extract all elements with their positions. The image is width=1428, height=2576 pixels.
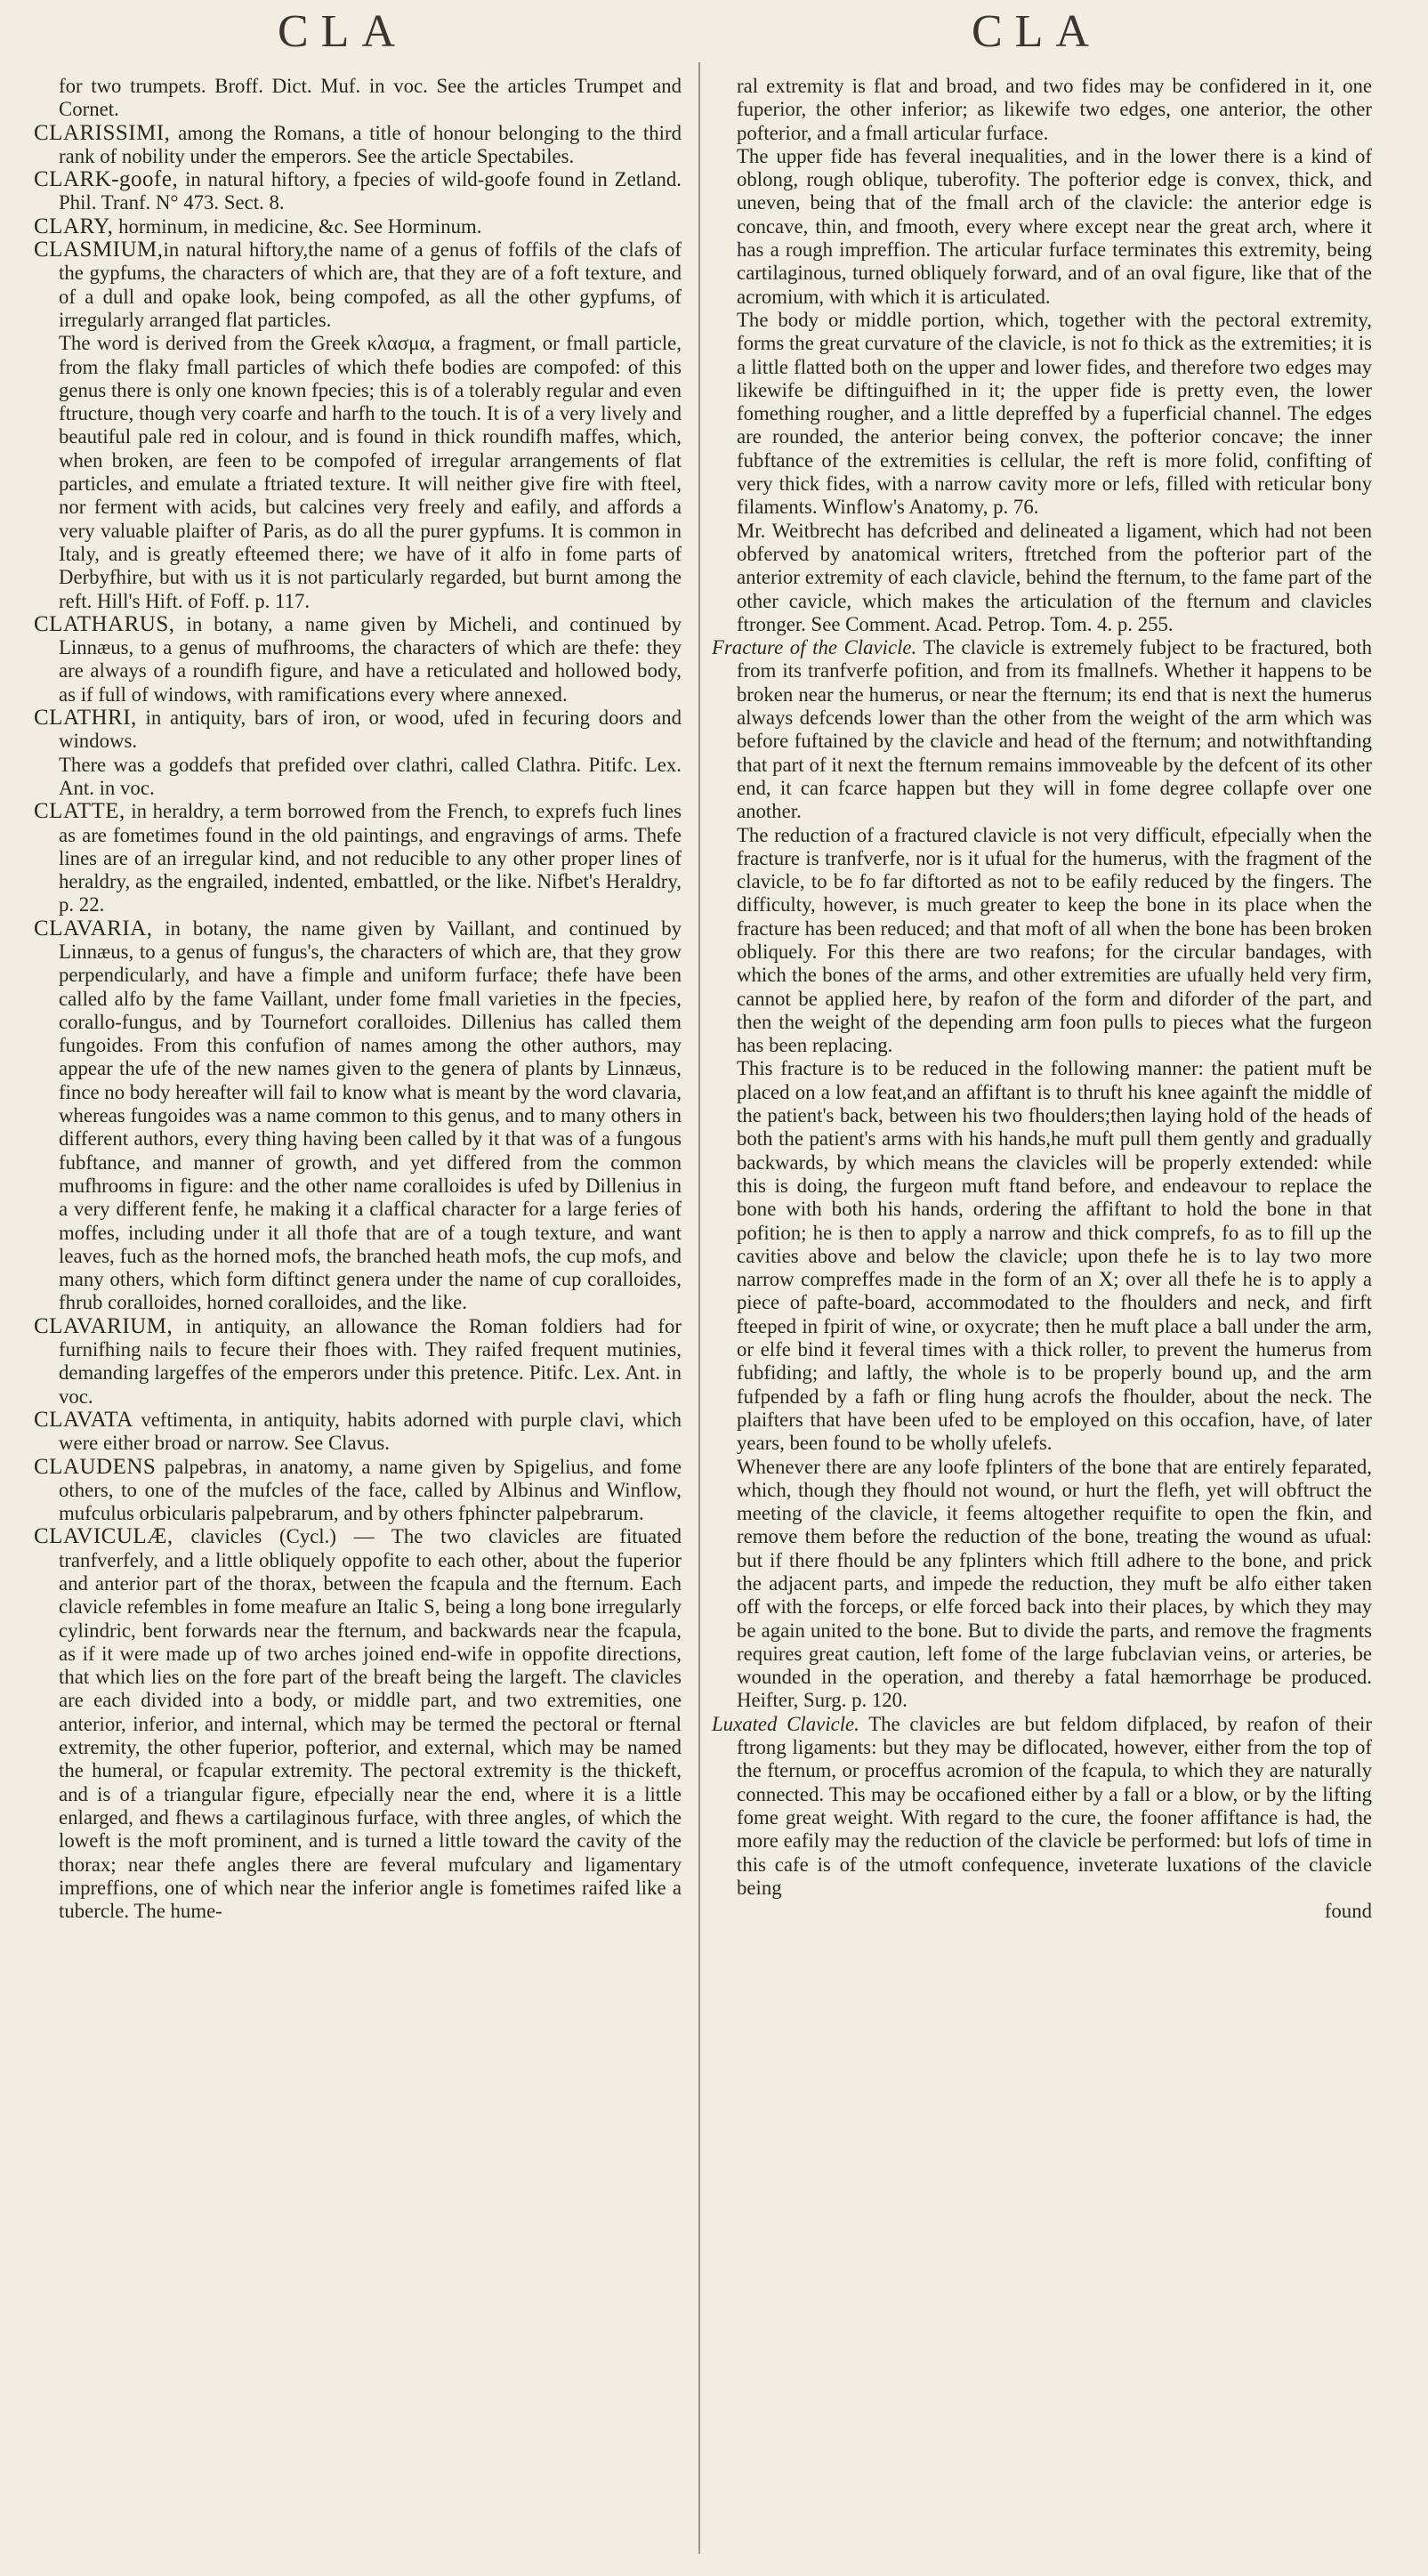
subentry-heading: Luxated Clavicle. bbox=[712, 1712, 859, 1735]
entry-claviculae bbox=[34, 1525, 682, 1923]
paragraph: The reduction of a fractured clavicle is not very difficult, efpecially when the fracture is tranfverfe, nor is it ufual for the humerus, with the fragment of the clavicle, to be fo far diftorted as not to be eafily reduced by the fingers. The difficulty, however, is much greater to keep the bone in its place when the fracture has been reduced; and that moft of all when the bone has been broken obliquely. For this there are two reafons; for the circular bandages, with which the bones of the arms, and other extremities are ufually held very firm, cannot be applied here, by reafon of the form and diforder of the part, and then the weight of the depending arm foon pulls to pieces what the furgeon has been replacing. bbox=[737, 823, 1372, 1057]
entry-headword: CLATTE, bbox=[34, 799, 125, 824]
entry-body: in antiquity, bars of iron, or wood, ufed in fecuring doors and windows. bbox=[59, 707, 682, 753]
entry-clathri bbox=[34, 707, 682, 754]
right-column bbox=[712, 75, 1372, 1923]
paragraph: ral extremity is flat and broad, and two fides may be confidered in it, one fuperior, the other inferior; as likewife two edges, one anterior, the other pofterior, and a fmall articular furface. bbox=[737, 75, 1372, 144]
entry-headword: CLATHARUS, bbox=[34, 611, 175, 636]
entry-headword: CLAVICULÆ, bbox=[34, 1524, 173, 1549]
entry-headword: CLAVARIA, bbox=[34, 916, 153, 941]
paragraph: The upper fide has feveral inequalities, and in the lower there is a kind of oblong, rough oblique, tuberofity. The pofterior edge is convex, thick, and uneven, being that of the fmall arch of the clavicle: the anterior edge is concave, thin, and fmooth, every where except near the great arch, where it has a rough impreffion. The articular furface terminates this extremity, being cartilaginous, turned obliquely forward, and of an oval figure, like that of the acromium, with which it is articulated. bbox=[737, 144, 1372, 308]
entry-clavata bbox=[34, 1409, 682, 1456]
entry-body: in natural hiftory, a fpecies of wild-goofe found in Zetland. Phil. Tranf. N° 473. Sect. 8. bbox=[59, 168, 682, 214]
entry-body: clavicles (Cycl.) — The two clavicles are fituated tranfverfely, and a little obliquely oppofite to each other, about the fuperior and anterior part of the thorax, between the fcapula and the fternum. Each clavicle refembles in fome meafure an Italic S, being a long bone irregularly cylindric, bent forwards near the fternum, and backwards near the fcapula, as if it were made up of two arches joined end-wife in oppofite directions, that which lies on the fore part of the breaft being the largeft. The clavicles are each divided into a body, or middle part, and two extremities, one anterior, inferior, and internal, which may be termed the pectoral or fternal extremity, the other fuperior, pofterior, and external, which may be named the humeral, or fcapular extremity. The pectoral extremity is the thickeft, and is of a triangular figure, efpecially near the end, where it is a little enlarged, and fhews a cartilaginous furface, with three angles, of which the loweft is the moft prominent, and is turned a little toward the cavity of the thorax; near thefe angles there are feveral mufculary and ligamentary impreffions, one of which near the inferior angle is fometimes raifed like a tubercle. The hume- bbox=[59, 1525, 682, 1923]
entry-clatte bbox=[34, 800, 682, 917]
paragraph: Whenever there are any loofe fplinters of the bone that are entirely feparated, which, though they fhould not wound, or hurt the flefh, yet will obftruct the meeting of the clavicle, it feems altogether requifite to open the fkin, and remove them before the reduction of the bone, treating the wound as ufual: but if there fhould be any fplinters which ftill adhere to the bone, and prick the adjacent parts, and impede the reduction, they muft be alfo either taken off with the forceps, or elfe forced back into their places, by which they may be again united to the bone. But to divide the parts, and remove the fragments requires great caution, left fome of the large fubclavian veins, or arteries, be wounded in the operation, and thereby a fatal hæmorrhage be produced. Heifter, Surg. p. 120. bbox=[737, 1455, 1372, 1712]
entry-clarissimi bbox=[34, 122, 682, 169]
entry-clary bbox=[34, 215, 682, 238]
entry-clavaria bbox=[34, 917, 682, 1315]
entry-claudens bbox=[34, 1456, 682, 1526]
entry-clasmium bbox=[34, 238, 682, 332]
column-divider bbox=[698, 62, 700, 2554]
entry-body: in natural hiftory,the name of a genus of foffils of the clafs of the gypfums, the characters of which are, that they are of a foft texture, and of a dull and opake look, being compofed, as all the other gypfums, of irregularly arranged flat particles. bbox=[59, 238, 682, 331]
left-running-head: CLA bbox=[278, 6, 407, 57]
paragraph: Mr. Weitbrecht has defcribed and delineated a ligament, which had not been obferved by anatomical writers, ftretched from the pofterior part of the anterior extremity of each clavicle, behind the fternum, to the fame part of the other cavicle, which makes the articulation of the fternum and clavicles ftronger. See Comment. Acad. Petrop. Tom. 4. p. 255. bbox=[737, 519, 1372, 635]
entry-clark-goose bbox=[34, 168, 682, 215]
entry-body: in antiquity, an allowance the Roman foldiers had for furnifhing nails to fecure their fhoes with. They raifed frequent mutinies, demanding largeffes of the emperors under this pretence. Pitifc. Lex. Ant. in voc. bbox=[59, 1314, 682, 1408]
entry-headword: CLARK-goofe, bbox=[34, 167, 179, 192]
entry-headword: CLARY, bbox=[34, 214, 114, 238]
subentry-heading: Fracture of the Clavicle. bbox=[712, 636, 917, 659]
entry-body: among the Romans, a title of honour belonging to the third rank of nobility under the emperors. See the article Spectabiles. bbox=[59, 121, 682, 167]
entry-body: veftimenta, in antiquity, habits adorned with purple clavi, which were either broad or narrow. See Clavus. bbox=[59, 1408, 682, 1455]
entry-fracture-of-clavicle bbox=[712, 636, 1372, 823]
right-running-head: CLA bbox=[972, 6, 1101, 57]
entry-body: horminum, in medicine, &c. See Horminum. bbox=[113, 214, 482, 238]
catchword: found bbox=[1324, 1900, 1372, 1923]
entry-body: The clavicles are but feldom difplaced, by reafon of their ftrong ligaments: but they may be diflocated, however, either from the top of the fternum, or proceffus acromion of the fcapula, to which they are naturally connected. This may be occafioned either by a fall or a blow, or by the lifting fome great weight. With regard to the cure, the fooner affiftance is had, the more eafily may the reduction of the clavicle be performed: but lofs of time in this cafe is of the utmoft confequence, inveterate luxations of the clavicle being bbox=[737, 1712, 1372, 1899]
entry-headword: CLARISSIMI, bbox=[34, 120, 171, 145]
entry-clatharus bbox=[34, 613, 682, 707]
entry-body: in botany, a name given by Micheli, and continued by Linnæus, to a genus of mufhrooms, the characters of which are thefe: they are always of a roundifh figure, and have a reticulated and hollowed body, as if full of windows, with ramifications every where annexed. bbox=[59, 612, 682, 706]
entry-body: in botany, the name given by Vaillant, and continued by Linnæus, to a genus of fungus's, the characters of which are, that they grow perpendicularly, and have a fimple and uniform furface; thefe have been called alfo by the fame Vaillant, under fome fmall varieties in the fpecies, corallo-fungus, and by Tournefort coralloides. Dillenius has called them fungoides. From this confufion of names among the other authors, may appear the ufe of the new names given to the genera of plants by Linnæus, fince no body hereafter will fail to know what is meant by the word clavaria, whereas fungoides was a name common to this genus, and to many others in different authors, every thing having been called by it that was of a fungous fubftance, and manner of growth, and yet differed from the common mufhrooms in figure: and the other name coralloides is ufed by Dillenius in a very different fenfe, he making it a claffical character for a large feries of moffes, including under it all thofe that are of a tough texture, and want leaves, fuch as the horned mofs, the branched heath mofs, the cup mofs, and many others, which form diftinct genera under the name of cup coralloides, fhrub coralloides, horned coralloides, and the like. bbox=[59, 917, 682, 1314]
entry-headword: CLAVARIUM, bbox=[34, 1313, 173, 1338]
paragraph: There was a goddefs that prefided over clathri, called Clathra. Pitifc. Lex. Ant. in voc. bbox=[59, 753, 682, 799]
paragraph: This fracture is to be reduced in the following manner: the patient muft be placed on a low feat,and an affiftant is to thruft his knee againft the middle of the patient's back, between his two fhoulders;then laying hold of the heads of both the patient's arms with his hands,he muft pull them gently and gradually backwards, by which means the clavicles will be properly extended: while this is doing, the furgeon muft ftand before, and endeavour to replace the bone with both his hands, ordering the affiftant to hold the bone in that pofition; he is then to apply a narrow and thick comprefs, fo as to fill up the cavities above and below the clavicle; upon thefe he is to lay two more narrow compreffes made in the form of an X; over all thefe he is to apply a piece of pafte-board, accommodated to the fhoulders and neck, and firft fteeped in fpirit of wine, or oxycrate; then he muft place a ball under the arm, or elfe bind it feveral times with a thick roller, to prevent the humerus from fubfiding; and laftly, the whole is to be properly bound up, and the arm fufpended by a fafh or fling hung acrofs the fhoulder, about the neck. The plaifters that have been ufed to be employed on this occafion, have, of later years, been found to be wholly ufelefs. bbox=[737, 1057, 1372, 1455]
left-column bbox=[34, 75, 682, 1923]
paragraph: The word is derived from the Greek κλασμα, a fragment, or fmall particle, from the flaky fmall particles of which thefe bodies are compofed: of this genus there is only one known fpecies; this is of a tolerably regular and even ftructure, though very coarfe and harfh to the touch. It is of a very lively and beautiful pale red in colour, and is found in thick roundifh maffes, which, when broken, are feen to be compofed of irregular arrangements of flat particles, and emulate a ftriated texture. It will neither give fire with fteel, nor ferment with acids, but calcines very freely and eafily, and affords a very valuable plaifter of Paris, as do all the purer gypfums. It is common in Italy, and is greatly efteemed there; we have of it alfo in fome parts of Derbyfhire, but with us it is not particularly regarded, but burnt among the reft. Hill's Hift. of Foff. p. 117. bbox=[59, 332, 682, 612]
entry-headword: CLAUDENS bbox=[34, 1454, 157, 1479]
entry-body: in heraldry, a term borrowed from the French, to exprefs fuch lines as are fometimes found in the old paintings, and engravings of arms. Thefe lines are of an irregular kind, and not reducible to any other proper lines of heraldry, as the engrailed, indented, embattled, or the like. Nifbet's Heraldry, p. 22. bbox=[59, 800, 682, 917]
entry-body: The clavicle is extremely fubject to be fractured, both from its tranfverfe pofition, and from its fmallnefs. Whether it happens to be broken near the humerus, or near the fternum; its end that is next the humerus always defcends lower than the other from the weight of the arm which was before fuftained by the clavicle and head of the fternum; and notwithftanding that part of it next the fternum remains immoveable by the defcent of its other end, it can fcarce happen but they will in fome degree collapfe over one another. bbox=[737, 636, 1373, 823]
entry-headword: CLAVATA bbox=[34, 1407, 133, 1432]
running-header bbox=[0, 5, 1428, 59]
entry-body: palpebras, in anatomy, a name given by Spigelius, and fome others, to one of the mufcles of the face, called by Albinus and Winflow, mufculus orbicularis palpebrarum, and by others fphincter palpebrarum. bbox=[59, 1455, 682, 1525]
paragraph: for two trumpets. Broff. Dict. Muf. in voc. See the articles Trumpet and Cornet. bbox=[59, 75, 682, 121]
paragraph: The body or middle portion, which, together with the pectoral extremity, forms the great curvature of the clavicle, is not fo thick as the extremities; it is a little flatted both on the upper and lower fides, and therefore two edges may likewife be diftinguifhed in it; the upper fide is pretty even, the lower fomething rougher, and a little depreffed by a fuperficial channel. The edges are rounded, the anterior being convex, the pofterior concave; the inner fubftance of the extremities is cellular, the reft is more folid, confifting of very thick fides, with a narrow cavity more or lefs, filled with reticular bony filaments. Winflow's Anatomy, p. 76. bbox=[737, 308, 1372, 519]
entry-headword: CLASMIUM, bbox=[34, 238, 164, 262]
entry-luxated-clavicle bbox=[712, 1713, 1372, 1900]
entry-clavarium bbox=[34, 1315, 682, 1409]
entry-headword: CLATHRI, bbox=[34, 706, 137, 731]
